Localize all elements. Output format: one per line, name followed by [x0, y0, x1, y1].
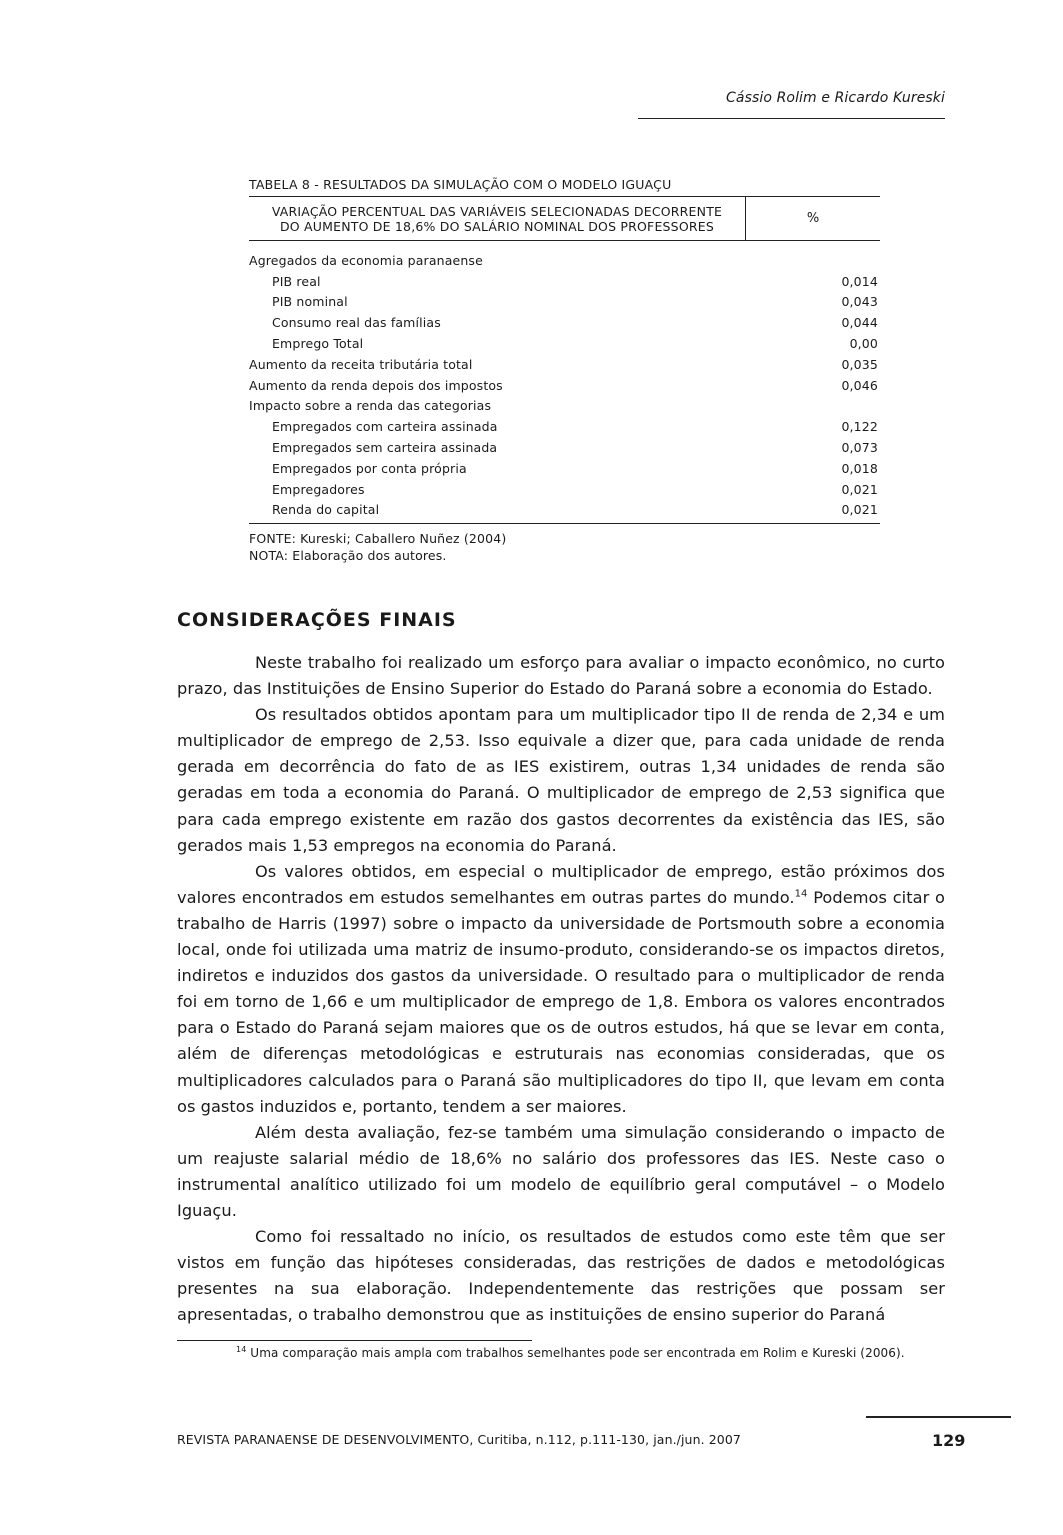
- table-row: [249, 396, 880, 417]
- row-value: 0,046: [841, 377, 878, 393]
- paragraph: Neste trabalho foi realizado um esforço para avaliar o impacto econômico, no curto prazo, das Instituições de Ensino Superior do Estado do Paraná sobre a economia do Estado.: [177, 653, 945, 699]
- row-label: Empregados com carteira assinada: [272, 419, 498, 435]
- table-row: [249, 500, 880, 521]
- table-row: [249, 354, 880, 375]
- row-value: 0,014: [841, 273, 878, 289]
- row-label: Consumo real das famílias: [272, 315, 441, 331]
- table-note: NOTA: Elaboração dos autores.: [249, 548, 447, 564]
- table-row: [249, 479, 880, 500]
- table-header-row: [249, 196, 880, 241]
- table-row: [249, 271, 880, 292]
- table-source: FONTE: Kureski; Caballero Nuñez (2004): [249, 531, 507, 547]
- table-row: [249, 416, 880, 437]
- table-header-line-1: VARIAÇÃO PERCENTUAL DAS VARIÁVEIS SELECIONADAS DECORRENTE: [271, 203, 723, 219]
- results-table: [249, 177, 880, 564]
- table-row: [249, 437, 880, 458]
- table-header-line-2: DO AUMENTO DE 18,6% DO SALÁRIO NOMINAL DOS PROFESSORES: [279, 218, 714, 234]
- running-head-authors: Cássio Rolim e Ricardo Kureski: [726, 90, 945, 106]
- table-row: [249, 312, 880, 333]
- row-label: Aumento da receita tributária total: [249, 356, 473, 372]
- row-value: 0,018: [841, 460, 878, 476]
- table-row: [249, 333, 880, 354]
- table-header-percent: %: [806, 211, 820, 226]
- row-label: PIB real: [272, 273, 321, 289]
- body-text: [177, 650, 945, 1328]
- paragraph: Os resultados obtidos apontam para um multiplicador tipo II de renda de 2,34 e um multiplicador de emprego de 2,53. Isso equivale a dizer que, para cada unidade de renda gerada em decorrência do fato de as IES existirem, outras 1,34 unidades de renda são geradas em toda a economia do Paraná. O multiplicador de emprego de 2,53 significa que para cada emprego existente em razão dos gastos decorrentes da existência das IES, são gerados mais 1,53 empregos na economia do Paraná.: [177, 705, 945, 855]
- footnote-rule: [177, 1340, 532, 1341]
- journal-citation: REVISTA PARANAENSE DE DESENVOLVIMENTO, Curitiba, n.112, p.111-130, jan./jun. 2007: [177, 1432, 741, 1447]
- table-notes: [249, 530, 880, 564]
- row-label: PIB nominal: [272, 294, 348, 310]
- table-row: [249, 375, 880, 396]
- row-label: Empregadores: [272, 481, 365, 497]
- table-row: [249, 458, 880, 479]
- paragraph: Além desta avaliação, fez-se também uma simulação considerando o impacto de um reajuste salarial médio de 18,6% no salário dos professores das IES. Neste caso o instrumental analítico utilizado foi um modelo de equilíbrio geral computável – o Modelo Iguaçu.: [177, 1122, 945, 1220]
- row-value: 0,073: [841, 440, 878, 456]
- table-body: [249, 241, 880, 524]
- footnote-reference: 14: [794, 888, 808, 900]
- page-number: 129: [932, 1431, 966, 1450]
- table-header-variable: [249, 197, 746, 240]
- row-value: 0,044: [841, 315, 878, 331]
- footnote-text: Uma comparação mais ampla com trabalhos semelhantes pode ser encontrada em Rolim e Kureski (2006).: [246, 1346, 905, 1360]
- running-head-rule: [638, 118, 945, 119]
- row-value: 0,021: [841, 502, 878, 518]
- row-label: Agregados da economia paranaense: [249, 252, 483, 268]
- paragraph-text: Podemos citar o trabalho de Harris (1997) sobre o impacto da universidade de Portsmouth sobre a economia local, onde foi utilizada uma matriz de insumo-produto, considerando-se os impactos diretos, indiretos e induzidos dos gastos da universidade. O resultado para o multiplicador de renda foi em torno de 1,66 e um multiplicador de emprego de 1,8. Embora os valores encontrados para o Estado do Paraná sejam maiores que os de outros estudos, há que se levar em conta, além de diferenças metodológicas e estruturais nas economias consideradas, que os multiplicadores calculados para o Paraná são multiplicadores do tipo II, que levam em conta os gastos induzidos e, portanto, tendem a ser maiores.: [177, 887, 945, 1116]
- row-label: Emprego Total: [272, 336, 364, 352]
- row-value: 0,122: [841, 419, 878, 435]
- row-label: Empregados sem carteira assinada: [272, 440, 498, 456]
- paragraph: [177, 859, 945, 1120]
- footnote: [236, 1345, 905, 1360]
- table-caption: TABELA 8 - RESULTADOS DA SIMULAÇÃO COM O MODELO IGUAÇU: [249, 177, 672, 192]
- row-label: Renda do capital: [272, 502, 380, 518]
- row-label: Aumento da renda depois dos impostos: [249, 377, 503, 393]
- row-label: Impacto sobre a renda das categorias: [249, 398, 492, 414]
- paragraph: Como foi ressaltado no início, os resultados de estudos como este têm que ser vistos em função das hipóteses consideradas, das restrições de dados e metodológicas presentes na sua elaboração. Independentemente das restrições que possam ser apresentadas, o trabalho demonstrou que as instituições de ensino superior do Paraná: [177, 1227, 945, 1325]
- footer-rule: [866, 1416, 1011, 1418]
- section-title: CONSIDERAÇÕES FINAIS: [177, 609, 457, 631]
- table-row: [249, 292, 880, 313]
- row-value: 0,035: [841, 356, 878, 372]
- row-value: 0,043: [841, 294, 878, 310]
- table-row: [249, 250, 880, 271]
- footnote-number: 14: [236, 1345, 247, 1354]
- row-label: Empregados por conta própria: [272, 460, 467, 476]
- row-value: 0,00: [849, 336, 878, 352]
- row-value: 0,021: [841, 481, 878, 497]
- paragraph-text: Os valores obtidos, em especial o multiplicador de emprego, estão próximos dos valores encontrados em estudos semelhantes em outras partes do mundo.: [177, 861, 945, 907]
